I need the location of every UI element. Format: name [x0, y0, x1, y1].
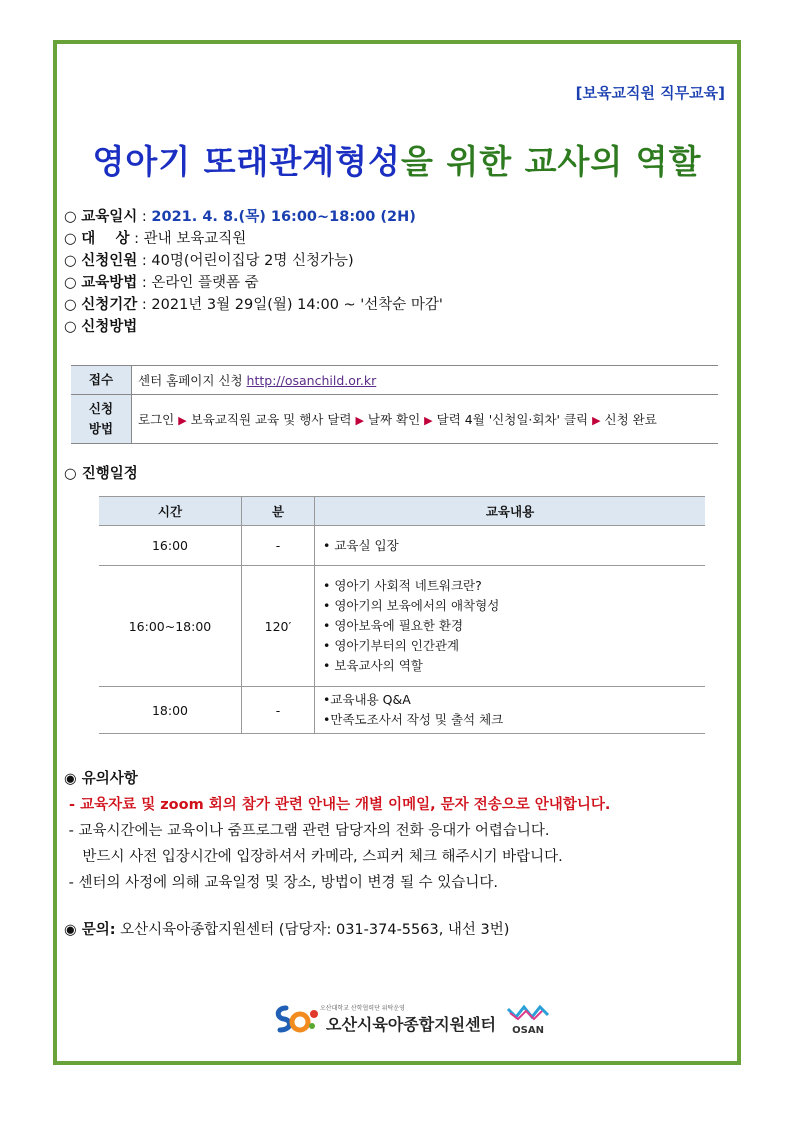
method-steps — [132, 395, 719, 444]
osan-word: OSAN — [512, 1024, 544, 1036]
bullet: ○ — [64, 297, 77, 313]
apply-text: 센터 홈페이지 신청 — [138, 373, 243, 388]
info-row — [64, 250, 443, 272]
notes-heading: ◉ 유의사항 — [64, 771, 138, 787]
info-key: 신청기간 — [81, 297, 138, 313]
table-header-row — [99, 497, 705, 526]
arrow-icon: ▶ — [355, 414, 364, 427]
info-sep: : — [137, 253, 152, 269]
info-key: 신청방법 — [81, 319, 138, 335]
logo-name: 오산시육아종합지원센터 — [326, 1015, 497, 1034]
table-row — [99, 526, 705, 566]
info-row — [64, 228, 443, 250]
info-sep: : — [137, 275, 152, 291]
arrow-icon: ▶ — [424, 414, 433, 427]
bullet: ○ — [64, 209, 77, 225]
time-cell: 18:00 — [99, 687, 242, 734]
osan-logo — [506, 1003, 550, 1036]
content-item: • 보육교사의 역할 — [323, 658, 423, 673]
method-label — [71, 395, 132, 444]
content-cell — [315, 526, 706, 566]
info-list — [64, 206, 443, 338]
content-item: • 영아보육에 필요한 환경 — [323, 618, 464, 633]
info-key: 교육방법 — [81, 275, 138, 291]
homepage-link[interactable]: http://osanchild.or.kr — [246, 373, 377, 388]
content-item: • 영아기 사회적 네트워크란? — [323, 578, 482, 593]
info-sep: : — [137, 297, 152, 313]
document-frame — [53, 40, 741, 1065]
bullet: ○ — [64, 275, 77, 291]
content-item: • 영아기의 보육에서의 애착형성 — [323, 598, 500, 613]
center-logo-icon — [272, 1002, 320, 1036]
schedule-table — [99, 496, 705, 734]
notes-section — [64, 766, 610, 896]
info-key: 교육일시 — [81, 209, 138, 225]
info-key: 신청인원 — [81, 253, 138, 269]
info-row — [64, 272, 443, 294]
info-row — [64, 294, 443, 316]
info-value: 40명(어린이집당 2명 신청가능) — [151, 253, 354, 269]
application-table — [71, 365, 718, 444]
title-part-blue: 영아기 또래관계형성 — [92, 142, 401, 181]
content-item: •교육내용 Q&A — [323, 692, 411, 707]
step: 보육교직원 교육 및 행사 달력 — [190, 412, 352, 427]
note-line: 반드시 사전 입장시간에 입장하셔서 카메라, 스피커 체크 해주시기 바랍니다. — [64, 849, 563, 865]
contact-info — [64, 918, 509, 939]
info-value: 관내 보육교직원 — [143, 231, 247, 247]
arrow-icon: ▶ — [178, 414, 187, 427]
info-row — [64, 316, 443, 338]
title-part-green: 을 위한 교사의 역할 — [400, 142, 702, 181]
note-line: - 교육시간에는 교육이나 줌프로그램 관련 담당자의 전화 응대가 어렵습니다. — [64, 823, 550, 839]
info-key: 대 상 — [81, 231, 130, 247]
step: 로그인 — [138, 412, 175, 427]
note-line: - 센터의 사정에 의해 교육일정 및 장소, 방법이 변경 될 수 있습니다. — [64, 875, 498, 891]
info-value: 온라인 플랫폼 줌 — [151, 275, 259, 291]
table-row — [71, 366, 718, 395]
bullet: ○ — [64, 231, 77, 247]
col-header: 분 — [242, 497, 315, 526]
step: 신청 완료 — [604, 412, 657, 427]
center-logo — [272, 999, 550, 1039]
info-row — [64, 206, 443, 228]
content-cell — [315, 687, 706, 734]
method-label-line: 방법 — [88, 421, 114, 436]
time-cell: 16:00~18:00 — [99, 566, 242, 687]
content-item: • 영아기부터의 인간관계 — [323, 638, 460, 653]
content-item: • 교육실 입장 — [323, 537, 399, 553]
apply-label: 접수 — [71, 366, 132, 395]
table-row — [99, 566, 705, 687]
info-sep: : — [137, 209, 152, 225]
note-line-important: - 교육자료 및 zoom 회의 참가 관련 안내는 개별 이메일, 문자 전송으로 안내합니다. — [64, 797, 611, 813]
col-header: 시간 — [99, 497, 242, 526]
bullet: ○ — [64, 319, 77, 335]
min-cell: - — [242, 526, 315, 566]
content-item: •만족도조사서 작성 및 출석 체크 — [323, 712, 504, 727]
min-cell: 120′ — [242, 566, 315, 687]
apply-cell — [132, 366, 719, 395]
arrow-icon: ▶ — [592, 414, 601, 427]
content-cell — [315, 566, 706, 687]
step: 날짜 확인 — [367, 412, 421, 427]
logo-subtext: 오산대학교 산학협력단 위탁운영 — [320, 1005, 405, 1012]
info-sep: : — [129, 231, 144, 247]
method-label-line: 신청 — [88, 401, 114, 416]
page-title — [57, 136, 737, 183]
table-row — [99, 687, 705, 734]
table-row — [71, 395, 718, 444]
contact-label: ◉ 문의: — [64, 922, 116, 938]
col-header: 교육내용 — [315, 497, 706, 526]
category-tag: [보육교직원 직무교육] — [575, 84, 725, 102]
logo-text — [320, 1003, 496, 1035]
schedule-heading: ○ 진행일정 — [64, 466, 138, 482]
time-cell: 16:00 — [99, 526, 242, 566]
step: 달력 4월 '신청일·회차' 클릭 — [436, 412, 589, 427]
min-cell: - — [242, 687, 315, 734]
contact-text: 오산시육아종합지원센터 (담당자: 031-374-5563, 내선 3번) — [115, 922, 510, 938]
info-value: 2021. 4. 8.(목) 16:00~18:00 (2H) — [151, 209, 416, 225]
info-value: 2021년 3월 29일(월) 14:00 ~ '선착순 마감' — [151, 297, 443, 313]
osan-wave-icon — [506, 1003, 550, 1021]
bullet: ○ — [64, 253, 77, 269]
